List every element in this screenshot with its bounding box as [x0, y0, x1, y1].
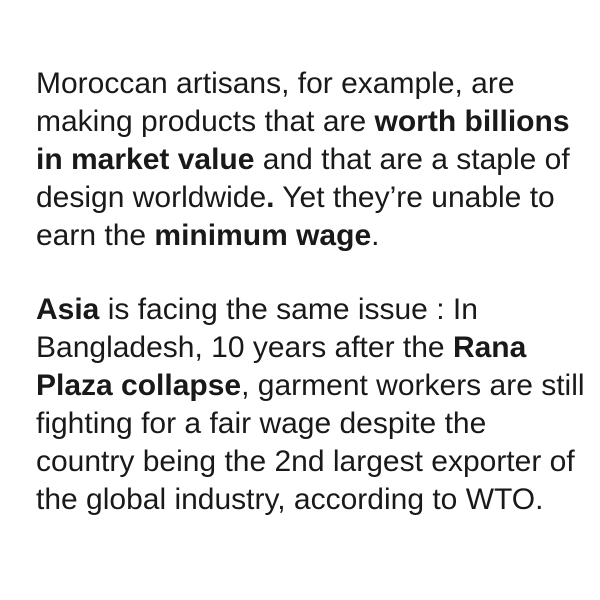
text-segment: , garment workers are still: [241, 369, 585, 402]
text-line: [36, 443, 580, 481]
text-segment: is facing the same issue : In: [99, 293, 478, 326]
paragraph: [36, 65, 580, 255]
bold-text-segment: worth billions: [374, 105, 570, 138]
text-segment: .: [371, 219, 380, 252]
text-segment: Bangladesh, 10 years after the: [36, 331, 453, 364]
text-segment: and that are a staple of: [254, 143, 570, 176]
text-segment: design worldwide: [36, 181, 267, 214]
bold-text-segment: in market value: [36, 143, 255, 176]
text-segment: making products that are: [36, 105, 375, 138]
text-line: [36, 367, 585, 405]
bold-text-segment: .: [266, 181, 275, 214]
paragraph: [36, 291, 585, 519]
bold-text-segment: minimum wage: [154, 219, 372, 252]
text-segment: Yet they’re unable to: [274, 181, 555, 214]
text-line: [36, 481, 580, 519]
bold-text-segment: Rana: [452, 331, 527, 364]
bold-text-segment: Plaza collapse: [36, 369, 242, 402]
text-line: [36, 141, 580, 179]
text-segment: fighting for a fair wage despite the: [36, 407, 487, 440]
bold-text-segment: Asia: [36, 293, 100, 326]
text-segment: earn the: [36, 219, 155, 252]
text-line: [36, 65, 580, 103]
text-line: [36, 217, 580, 255]
text-line: [36, 329, 580, 367]
text-line: [36, 405, 580, 443]
text-line: [36, 103, 580, 141]
text-line: [36, 291, 580, 329]
text-segment: Moroccan artisans, for example, are: [36, 67, 515, 100]
text-line: [36, 179, 580, 217]
text-segment: country being the 2nd largest exporter of: [36, 445, 575, 478]
text-segment: the global industry, according to WTO.: [36, 483, 544, 516]
